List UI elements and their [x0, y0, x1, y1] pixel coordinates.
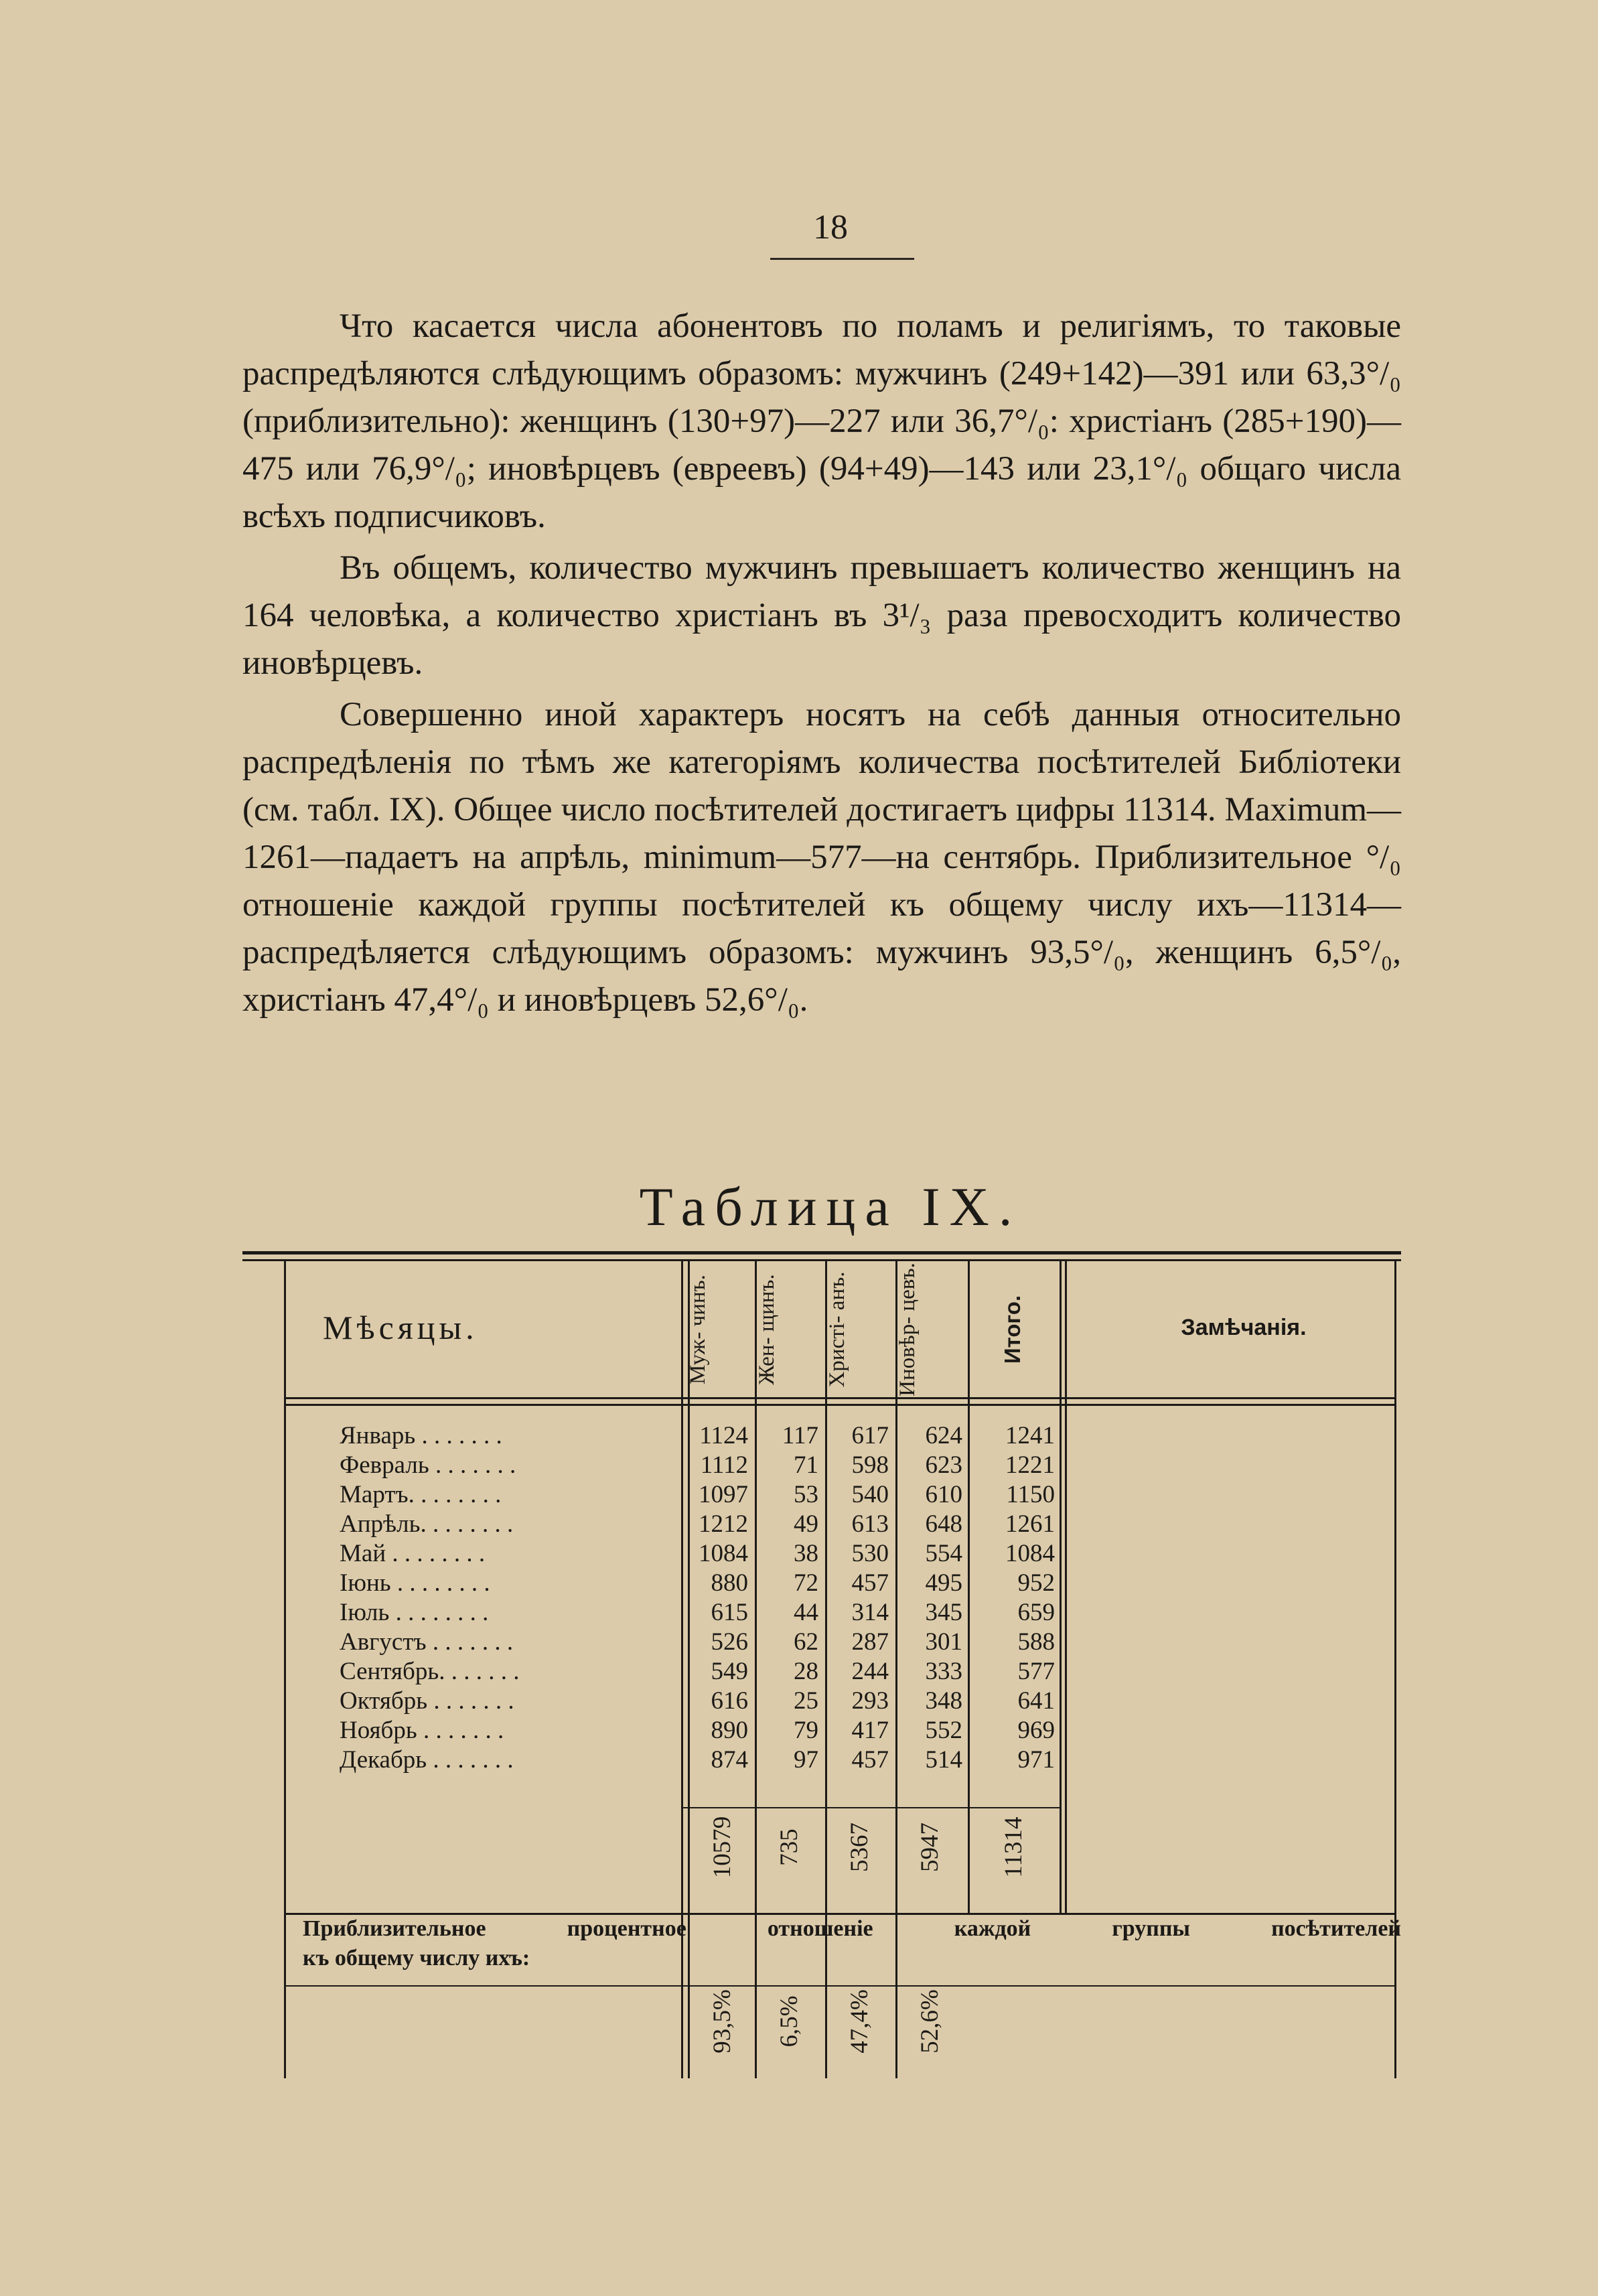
cell-others: 554	[925, 1540, 962, 1567]
cell-total: 1084	[1005, 1540, 1055, 1567]
month-name: Ноябрь . . . . . . .	[340, 1717, 504, 1744]
table-row	[242, 1598, 1394, 1628]
month-name: Мартъ. . . . . . . .	[340, 1481, 502, 1508]
cell-others: 648	[925, 1510, 962, 1538]
cell-christians: 613	[851, 1510, 889, 1538]
cell-others: 301	[925, 1628, 962, 1656]
month-name: Іюль . . . . . . . .	[340, 1599, 489, 1626]
table-row	[242, 1569, 1394, 1598]
cell-men: 615	[711, 1599, 748, 1626]
paragraph-subscribers	[242, 303, 1401, 541]
cell-total: 1221	[1005, 1451, 1055, 1479]
cell-others: 552	[925, 1717, 962, 1744]
cell-women: 49	[794, 1510, 818, 1538]
header-others: Иновѣр- цевъ.	[895, 1263, 920, 1396]
cell-total: 971	[1017, 1746, 1055, 1774]
table-row	[242, 1628, 1394, 1657]
cell-christians: 457	[851, 1746, 889, 1774]
table-row	[242, 1480, 1394, 1510]
cell-total: 577	[1017, 1658, 1055, 1685]
cell-men: 526	[711, 1628, 748, 1656]
cell-christians: 244	[851, 1658, 889, 1685]
page-number-rule	[770, 258, 914, 260]
cell-men: 616	[711, 1687, 748, 1715]
cell-others: 333	[925, 1658, 962, 1685]
cell-christians: 540	[851, 1481, 889, 1508]
cell-men: 1097	[699, 1481, 748, 1508]
header-men: Муж- чинъ.	[686, 1275, 710, 1384]
header-notes: Замѣчанія.	[1181, 1315, 1307, 1340]
cell-total: 1261	[1005, 1510, 1055, 1538]
cell-men: 549	[711, 1658, 748, 1685]
cell-total: 641	[1017, 1687, 1055, 1715]
percent-christians: 47,4%	[846, 1989, 873, 2054]
cell-christians: 617	[851, 1422, 889, 1449]
month-name: Октябрь . . . . . . .	[340, 1687, 514, 1715]
cell-women: 53	[794, 1481, 818, 1508]
percent-caption	[303, 1914, 1401, 1973]
paragraph-text: Совершенно иной характеръ носятъ на себѣ данныя относительно распредѣленія по тѣмъ же категоріямъ количества посѣтителей Библіотеки (см. табл. IX). Общее число посѣтителей достигаетъ цифры 11314. Maximum—1261—падаетъ на апрѣль, minimum—577—на сентябрь. Приблизительное °/₀ отношеніе каждой группы посѣтителей къ общему числу ихъ—11314—распредѣляется слѣдующимъ образомъ: мужчинъ 93,5°/₀, женщинъ 6,5°/₀, христіанъ 47,4°/₀ и иновѣрцевъ 52,6°/₀.	[242, 696, 1401, 1019]
body-text	[242, 303, 1401, 1028]
cell-others: 514	[925, 1746, 962, 1774]
table-row	[242, 1687, 1394, 1716]
month-name: Сентябрь. . . . . . .	[340, 1658, 520, 1685]
table-row	[242, 1539, 1394, 1569]
cell-others: 495	[925, 1569, 962, 1597]
page-number: 18	[813, 208, 848, 246]
percent-top-rule	[284, 1985, 1394, 1987]
cell-men: 1124	[699, 1422, 748, 1449]
cell-men: 1112	[700, 1451, 748, 1479]
percent-caption-line: Приблизительное процентное отношеніе каждой группы посѣтителей	[303, 1916, 1401, 1941]
header-bottom-rule-double	[284, 1404, 1394, 1406]
header-total: Итого.	[1000, 1295, 1025, 1364]
cell-others: 610	[925, 1481, 962, 1508]
table-row	[242, 1716, 1394, 1745]
percent-women: 6,5%	[776, 1995, 803, 2048]
cell-women: 25	[794, 1687, 818, 1715]
cell-christians: 293	[851, 1687, 889, 1715]
cell-women: 71	[794, 1451, 818, 1479]
cell-christians: 598	[851, 1451, 889, 1479]
percent-caption-line: къ общему числу ихъ:	[303, 1946, 530, 1970]
cell-men: 1212	[699, 1510, 748, 1538]
cell-christians: 287	[851, 1628, 889, 1656]
header-women: Жен- щинъ.	[755, 1274, 779, 1385]
month-name: Апрѣль. . . . . . . .	[340, 1510, 514, 1538]
paragraph-text: Въ общемъ, количество мужчинъ превышаетъ количество женщинъ на 164 человѣка, а количество христіанъ въ 3¹/₃ раза превосходитъ количество иновѣрцевъ.	[242, 549, 1401, 682]
cell-total: 969	[1017, 1717, 1055, 1744]
month-name: Августъ . . . . . . .	[340, 1628, 514, 1656]
table-top-rule	[242, 1251, 1401, 1254]
month-name: Май . . . . . . . .	[340, 1540, 486, 1567]
table-row	[242, 1745, 1394, 1775]
cell-women: 97	[794, 1746, 818, 1774]
cell-others: 345	[925, 1599, 962, 1626]
month-name: Февраль . . . . . . .	[340, 1451, 516, 1479]
cell-women: 79	[794, 1717, 818, 1744]
table-title: Таблица IX.	[639, 1176, 1022, 1237]
cell-others: 623	[925, 1451, 962, 1479]
paragraph-text: Что касается числа абонентовъ по поламъ и религіямъ, то таковые распредѣляются слѣдующимъ образомъ: мужчинъ (249+142)—391 или 63,3°/₀ (приблизительно): женщинъ (130+97)—227 или 36,7°/₀: христіанъ (285+190)—475 или 76,9°/₀; иновѣрцевъ (евреевъ) (94+49)—143 или 23,1°/₀ общаго числа всѣхъ подписчиковъ.	[242, 307, 1401, 535]
cell-christians: 314	[851, 1599, 889, 1626]
total-all: 11314	[1000, 1816, 1027, 1878]
cell-women: 117	[782, 1422, 818, 1449]
table-top-rule-thin	[242, 1259, 1401, 1261]
cell-total: 1150	[1006, 1481, 1055, 1508]
month-name: Іюнь . . . . . . . .	[340, 1569, 490, 1597]
header-months: Мѣсяцы.	[323, 1309, 478, 1346]
month-name: Январь . . . . . . .	[340, 1422, 502, 1449]
total-others: 5947	[916, 1822, 944, 1872]
cell-men: 874	[711, 1746, 748, 1774]
cell-others: 348	[925, 1687, 962, 1715]
cell-christians: 530	[851, 1540, 889, 1567]
table-row	[242, 1510, 1394, 1539]
cell-women: 28	[794, 1658, 818, 1685]
cell-women: 72	[794, 1569, 818, 1597]
total-christians: 5367	[846, 1822, 873, 1872]
paragraph-comparison	[242, 545, 1401, 687]
cell-women: 38	[794, 1540, 818, 1567]
cell-men: 880	[711, 1569, 748, 1597]
cell-christians: 457	[851, 1569, 889, 1597]
cell-women: 62	[794, 1628, 818, 1656]
cell-women: 44	[794, 1599, 818, 1626]
cell-men: 890	[711, 1717, 748, 1744]
cell-total: 659	[1017, 1599, 1055, 1626]
table-row	[242, 1421, 1394, 1451]
percent-men: 93,5%	[709, 1989, 736, 2054]
total-women: 735	[776, 1828, 803, 1866]
cell-total: 588	[1017, 1628, 1055, 1656]
table-row	[242, 1451, 1394, 1480]
table-row	[242, 1657, 1394, 1687]
cell-others: 624	[925, 1422, 962, 1449]
cell-total: 952	[1017, 1569, 1055, 1597]
percent-others: 52,6%	[916, 1989, 944, 2054]
cell-men: 1084	[699, 1540, 748, 1567]
visitors-table	[242, 1251, 1401, 2078]
cell-total: 1241	[1005, 1422, 1055, 1449]
month-name: Декабрь . . . . . . .	[340, 1746, 514, 1774]
total-men: 10579	[709, 1816, 736, 1879]
paragraph-visitors	[242, 691, 1401, 1024]
cell-christians: 417	[851, 1717, 889, 1744]
header-christians: Христі- анъ.	[825, 1271, 849, 1388]
